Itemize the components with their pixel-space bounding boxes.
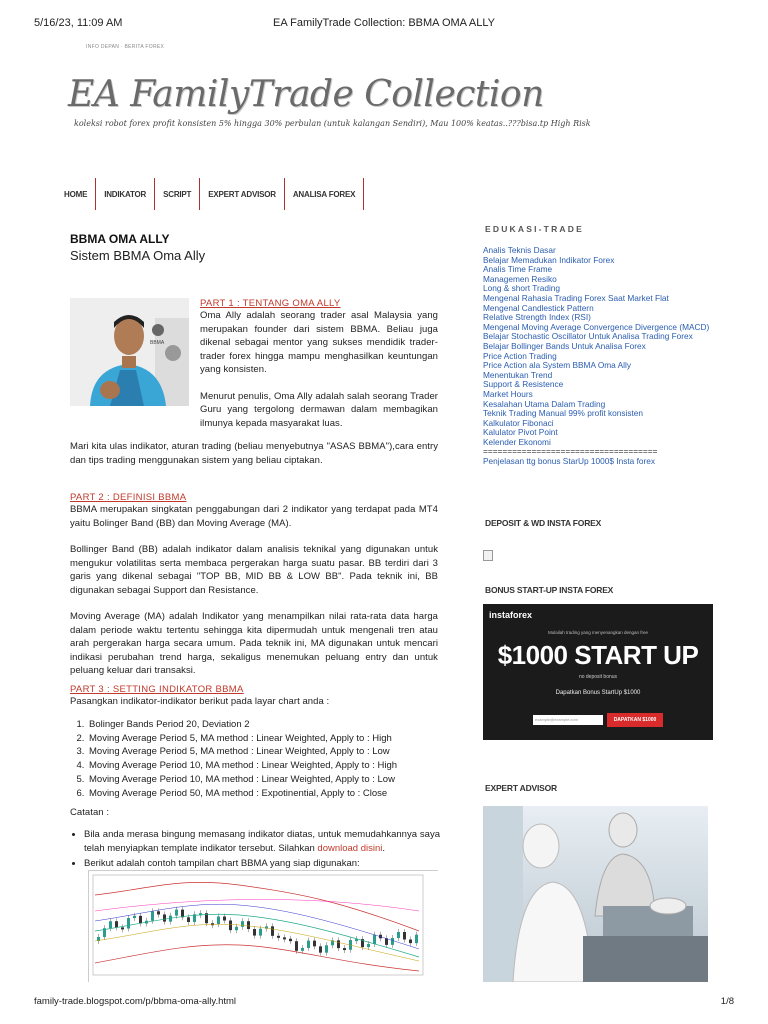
candle-body [229, 921, 232, 931]
svg-text:BBMA: BBMA [150, 340, 165, 346]
bonus-startup-heading: BONUS START-UP INSTA FOREX [485, 585, 614, 595]
banner-get-bonus-button[interactable]: DAPATKAN $1000 [607, 713, 663, 727]
site-description: koleksi robot forex profit konsisten 5% hingga 30% perbulan (untuk kalangan Sendiri), Mau 100% keatas..???bisa.tp High Risk [74, 119, 591, 128]
part2-paragraph-2: Bollinger Band (BB) adalah indikator dalam analisis teknikal yang digunakan untuk mengukur volatilitas serta membaca pergerakan harga suatu pasar. BB terdiri dari 3 garis yang dikenal sebagai "TOP BB, MID BB & LOW BB". Pada teknik ini, BB digunakan sebagai Support dan Resistance. [70, 544, 438, 596]
sidebar-link[interactable]: Mengenal Rahasia Trading Forex Saat Market Flat [483, 292, 669, 303]
candle-body [325, 945, 328, 952]
nav-home[interactable]: HOME [56, 178, 96, 210]
sidebar-link[interactable]: Mengenal Candlestick Pattern [483, 302, 594, 313]
candle-body [121, 927, 124, 929]
part2-paragraph-1: BBMA merupakan singkatan penggabungan dari 2 indikator yang terdapat pada MT4 yaitu Bolinger Band (BB) dan Moving Average (MA). [70, 504, 438, 529]
candle-body [289, 939, 292, 941]
part3-intro: Pasangkan indikator-indikator berikut pada layar chart anda : [70, 696, 330, 707]
candle-body [217, 917, 220, 925]
candle-body [175, 910, 178, 916]
sidebar-link[interactable]: Support & Resistence [483, 379, 564, 390]
list-item: 3. Moving Average Period 5, MA method : Linear Weighted, Apply to : Low [87, 745, 447, 759]
print-doc-title: EA FamilyTrade Collection: BBMA OMA ALLY [273, 17, 495, 29]
candle-body [259, 929, 262, 936]
candle-body [157, 911, 160, 914]
sidebar-link[interactable]: Mengenal Moving Average Convergence Divergence (MACD) [483, 321, 710, 332]
page-number: 1/8 [720, 996, 734, 1007]
candle-body [115, 921, 118, 927]
note-download-text: Bila anda merasa bingung memasang indikator diatas, untuk memudahkannya saya telah menyiapkan template indikator tersebut. Silahkan [84, 829, 440, 854]
catatan-label: Catatan : [70, 807, 110, 818]
candle-body [127, 918, 130, 928]
indicator-settings-list [87, 718, 447, 800]
candle-body [415, 935, 418, 943]
list-item: 4. Moving Average Period 10, MA method : Linear Weighted, Apply to : High [87, 759, 447, 773]
part3-heading: PART 3 : SETTING INDIKATOR BBMA [70, 684, 244, 695]
candle-body [187, 917, 190, 922]
candle-body [307, 941, 310, 948]
print-datetime: 5/16/23, 11:09 AM [34, 17, 123, 29]
site-title[interactable]: EA FamilyTrade Collection [68, 74, 544, 115]
note-chart: • Berikut adalah contoh tampilan chart BBMA yang siap digunakan: [84, 857, 440, 871]
candle-body [391, 938, 394, 945]
sidebar-link[interactable]: Belajar Stochastic Oscillator Untuk Analisa Trading Forex [483, 331, 693, 342]
candle-body [337, 940, 340, 948]
candle-body [409, 939, 412, 943]
banner-cta-text: Dapatkan Bonus StartUp $1000 [555, 690, 641, 696]
page-url: family-trade.blogspot.com/p/bbma-oma-ally.html [34, 996, 237, 1007]
candle-body [373, 935, 376, 944]
candle-body [223, 917, 226, 921]
candle-body [253, 929, 256, 936]
candle-body [271, 926, 274, 935]
candle-body [133, 916, 136, 918]
top-mini-links[interactable]: INFO DEPAN · BERITA FOREX [86, 44, 165, 50]
note-download-end: . [382, 842, 386, 854]
print-header [0, 0, 768, 40]
candle-body [319, 946, 322, 952]
candle-body [277, 936, 280, 938]
part1-paragraph-1: Oma Ally adalah seorang trader asal Malaysia yang merupakan founder dari sistem BBMA. Beliau juga dikenal sebagai mentor yang sukses mendidik trader-trader forex hingga mampu menghasilkan keuntungan yang konsisten. [200, 310, 438, 375]
sidebar-link[interactable]: Kalulator Pivot Point [483, 427, 558, 438]
candle-body [283, 937, 286, 939]
candle-body [403, 932, 406, 939]
bbma-chart-image [88, 870, 438, 982]
banner-headline: $1000 START UP [497, 640, 699, 670]
banner-no-deposit: no deposit bonus [578, 674, 618, 680]
candle-body [247, 921, 250, 929]
post-title: BBMA OMA ALLY [70, 232, 170, 246]
list-item: 1. Bolinger Bands Period 20, Deviation 2 [87, 718, 447, 732]
separator-line: ==================================== [483, 446, 658, 457]
candle-body [385, 938, 388, 945]
sidebar-link[interactable]: Kesalahan Utama Dalam Trading [483, 398, 606, 409]
sidebar-link[interactable]: Analis Teknis Dasar [483, 245, 556, 255]
candle-body [313, 941, 316, 947]
instaforex-logo: instaforex [489, 610, 533, 620]
intro-paragraph: Mari kita ulas indikator, aturan trading (beliau menyebutnya "ASAS BBMA"),cara entry dan tips trading menggunakan sistem yang beliau ciptakan. [70, 441, 438, 466]
candle-body [235, 927, 238, 930]
sidebar-link[interactable]: Kelender Ekonomi [483, 436, 551, 447]
candle-body [109, 921, 112, 928]
post-subtitle: Sistem BBMA Oma Ally [70, 248, 206, 263]
sidebar-link[interactable]: Kalkulator Fibonaci [483, 417, 554, 428]
part1-heading: PART 1 : TENTANG OMA ALLY [200, 298, 341, 309]
nav-expert-advisor[interactable]: EXPERT ADVISOR [200, 178, 285, 210]
download-link[interactable]: download disini [317, 842, 383, 854]
sidebar-link[interactable]: Belajar Memadukan Indikator Forex [483, 254, 615, 265]
deposit-wd-heading: DEPOSIT & WD INSTA FOREX [485, 518, 602, 528]
candle-body [367, 944, 370, 947]
sidebar-link[interactable]: Long & short Trading [483, 283, 561, 294]
candle-body [139, 916, 142, 924]
candle-body [241, 921, 244, 927]
candle-body [163, 914, 166, 921]
note-download [84, 828, 440, 855]
candle-body [343, 948, 346, 950]
candle-body [397, 932, 400, 938]
part1-section [200, 298, 438, 430]
nav-analisa-forex[interactable]: ANALISA FOREX [285, 178, 364, 210]
candle-body [151, 911, 154, 920]
part2-heading: PART 2 : DEFINISI BBMA [70, 492, 187, 503]
sidebar-link[interactable]: Belajar Bollinger Bands Untuk Analisa Forex [483, 340, 646, 351]
part2-section [70, 492, 438, 678]
expert-advisor-heading: EXPERT ADVISOR [485, 783, 557, 793]
sidebar-link[interactable]: Price Action ala System BBMA Oma Ally [483, 360, 632, 371]
list-item: 2. Moving Average Period 5, MA method : Linear Weighted, Apply to : High [87, 732, 447, 746]
nav-indikator[interactable]: INDIKATOR [96, 178, 155, 210]
sidebar-link[interactable]: Market Hours [483, 388, 533, 399]
part3-section [70, 684, 438, 709]
oma-ally-photo [70, 298, 189, 406]
nav-script[interactable]: SCRIPT [155, 178, 200, 210]
part2-paragraph-3: Moving Average (MA) adalah Indikator yang menampilkan nilai rata-rata data harga dalam periode waktu tertentu sehingga kita dipermudah untuk mengenali tren atau arah pergerakan harga secara umum. Pada teknik ini, MA digunakan untuk mencari indikasi perubahan trend harga, sekaligus menemukan peluang entry dan untuk peluang keluar dari transaksi. [70, 611, 438, 676]
robot-image [483, 806, 708, 982]
banner-email-input[interactable]: example@example.com [533, 715, 603, 725]
sidebar-link[interactable]: Managemen Resiko [483, 273, 557, 284]
sidebar-link[interactable]: Menentukan Trend [483, 369, 553, 380]
candle-body [295, 941, 298, 951]
list-item: 6. Moving Average Period 50, MA method : Expotinential, Apply to : Close [87, 787, 447, 801]
sidebar-link[interactable]: Relative Strength Index (RSI) [483, 312, 591, 323]
candle-body [301, 948, 304, 951]
list-item: 5. Moving Average Period 10, MA method : Linear Weighted, Apply to : Low [87, 773, 447, 787]
main-nav [56, 178, 364, 210]
sidebar-link[interactable]: Teknik Trading Manual 99% profit konsisten [483, 408, 644, 419]
part1-paragraph-2: Menurut penulis, Oma Ally adalah salah seorang Trader Guru yang tergolong dermawan dalam membagikan ilmunya kepada masyarakat luas. [200, 390, 438, 429]
banner-tagline: Mulailah trading yang menyenangkan dengan free [547, 630, 649, 635]
broken-image-icon[interactable] [483, 550, 493, 561]
sidebar-link[interactable]: Analis Time Frame [483, 264, 553, 275]
instaforex-banner[interactable] [483, 604, 713, 740]
edukasi-link-list [483, 246, 713, 467]
sidebar-link[interactable]: Price Action Trading [483, 350, 557, 361]
notes-list [84, 828, 440, 873]
edukasi-trade-heading: EDUKASI-TRADE [485, 224, 584, 234]
bonus-explanation-link[interactable]: Penjelasan ttg bonus StarUp 1000$ Insta forex [483, 456, 656, 467]
print-footer [0, 996, 768, 1016]
